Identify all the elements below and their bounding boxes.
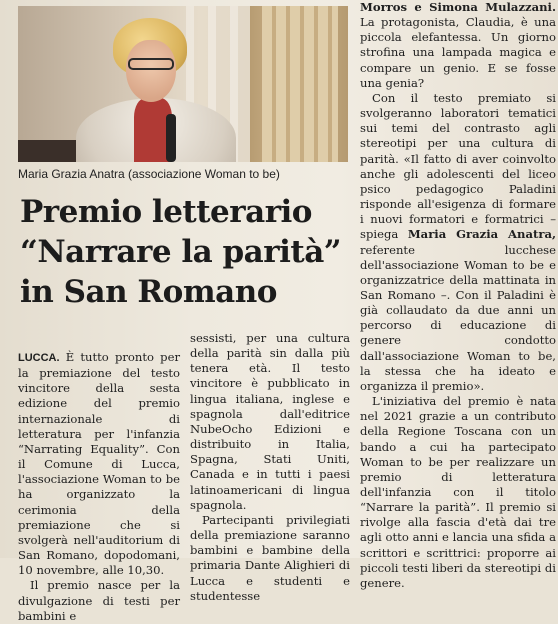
photo-caption: Maria Grazia Anatra (associazione Woman to be) [18,167,280,181]
paragraph: sessisti, per una cultura della parità sin dalla più tenera età. Il testo vincitore è pubblicato in lingua italiana, inglese e spagnola dall'editrice NubeOcho Edizioni e distribuito in Italia, Spagna, Stati Uniti, Canada e in tutti i paesi latinoamericani di lingua spagnola. [190,331,350,512]
speaker-face [126,40,176,102]
paragraph-text: Con il testo premiato si svolgeranno laboratori tematici sui temi del contrasto agli stereotipi per una cultura di parità. «Il fatto di aver coinvolto anche gli adolescenti del liceo psico pedagogico Paladini risponde all'esigenza di formare i nuovi formatori e formatrici – spiega [360,90,556,242]
headline-line-2: “Narrare la parità” [20,234,342,270]
paragraph: Partecipanti privilegiati della premiazione saranno bambini e bambine della primaria Dante Alighieri di Lucca e studenti e studentesse [190,512,350,603]
paragraph [360,0,556,91]
dateline: LUCCA. [18,352,60,364]
paragraph: L'iniziativa del premio è nata nel 2021 grazie a un contributo della Regione Toscana con un bando a cui ha partecipato Woman to be per realizzare un premio di letteratura dell'infanzia con il titolo “Narrare la parità”. Il premio si rivolge alla fascia d'età dai tre agli otto anni e lancia una sfida a scrittori e scrittrici: proporre ai piccoli testi liberi da stereotipi di genere. [360,394,556,590]
article-headline [20,192,350,312]
article-column-2 [190,331,350,604]
paragraph [18,350,180,578]
article-column-3 [360,0,556,591]
author-names: Morros e Simona Mulazzani. [360,0,556,14]
paragraph: Il premio nasce per la divulgazione di testi per bambini e [18,578,180,623]
glasses-icon [128,58,174,70]
wooden-slats [262,6,338,162]
quoted-name: Maria Grazia Anatra, [407,227,556,242]
article-column-1 [18,350,180,624]
headline-line-1: Premio letterario [20,194,312,230]
paragraph-text: referente lucchese dell'associazione Woman to be e organizzatrice della mattinata in San Romano –. Con il Paladini è già collaudato da due anni un percorso di educazione di genere condotto dall'associazione Woman to be, la stessa che ha ideato e organizza il premio». [360,242,556,393]
paragraph [360,91,556,394]
microphone-icon [166,114,176,162]
headline-line-3: in San Romano [20,274,277,310]
paragraph-text: È tutto pronto per la premiazione del testo vincitore della sesta edizione del premio internazionale di letteratura per l'infanzia “Narrating Equality”. Con il Comune di Lucca, l'associazione Woman to be ha organizzato la cerimonia della premiazione che si svolgerà nell'auditorium di San Romano, dopodomani, 10 novembre, alle 10,30. [18,350,180,578]
paragraph-text: La protagonista, Claudia, è una piccola elefantessa. Un giorno strofina una lampada magica e compare un genio. E se fosse una genia? [360,15,556,90]
portrait-photo [18,6,348,162]
